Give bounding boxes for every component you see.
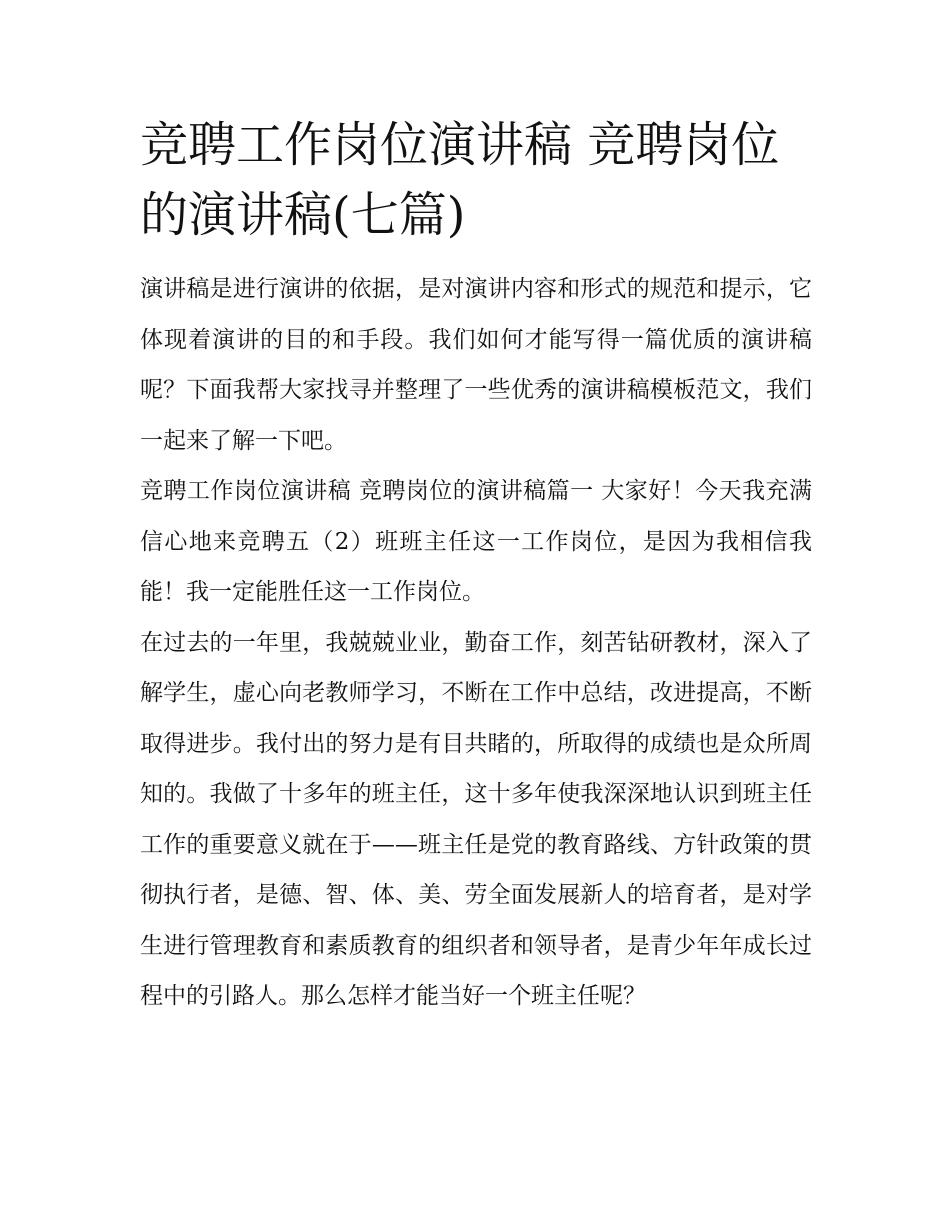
paragraph-intro: 演讲稿是进行演讲的依据，是对演讲内容和形式的规范和提示，它体现着演讲的目的和手段。我们如何才能写得一篇优质的演讲稿呢？下面我帮大家找寻并整理了一些优秀的演讲稿模板范文，我们一起来了解一下吧。 bbox=[140, 276, 812, 454]
paragraph-greeting: 竞聘工作岗位演讲稿 竞聘岗位的演讲稿篇一 大家好！今天我充满信心地来竞聘五（2）班班主任这一工作岗位，是因为我相信我能！我一定能胜任这一工作岗位。 bbox=[140, 478, 812, 605]
document-title: 竞聘工作岗位演讲稿 竞聘岗位的演讲稿(七篇) bbox=[140, 117, 780, 243]
document-body bbox=[140, 110, 812, 1022]
paragraph-experience: 在过去的一年里，我兢兢业业，勤奋工作，刻苦钻研教材，深入了解学生，虚心向老教师学习，不断在工作中总结，改进提高，不断取得进步。我付出的努力是有目共睹的，所取得的成绩也是众所周知的。我做了十多年的班主任，这十多年使我深深地认识到班主任工作的重要意义就在于——班主任是党的教育路线、方针政策的贯彻执行者，是德、智、体、美、劳全面发展新人的培育者，是对学生进行管理教育和素质教育的组织者和领导者，是青少年年成长过程中的引路人。那么怎样才能当好一个班主任呢？ bbox=[140, 629, 812, 1009]
